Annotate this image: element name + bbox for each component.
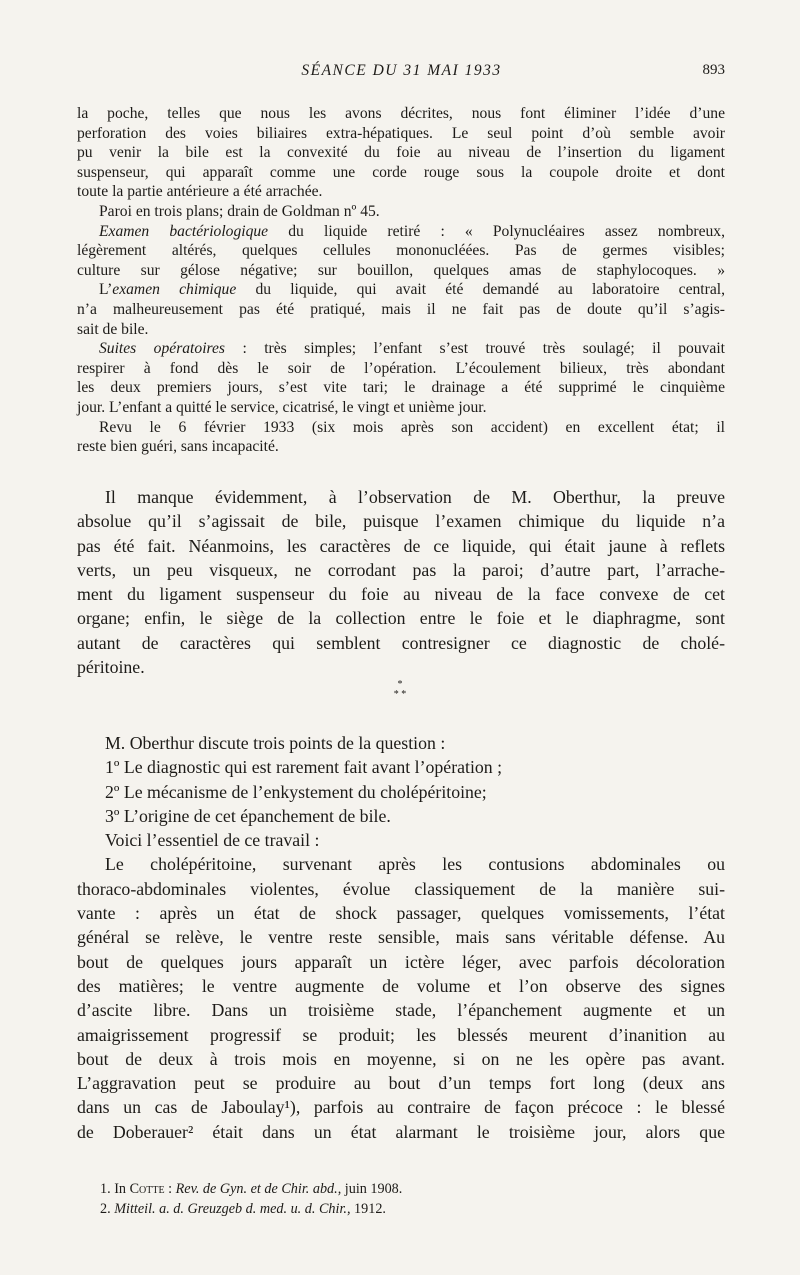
page-header xyxy=(78,62,725,86)
text-line: autant de caractères qui semblent contresigner ce diagnostic de cholé- xyxy=(77,632,725,653)
text-line: amaigrissement progressif se produit; les blessés meurent d’inanition au xyxy=(77,1024,725,1045)
list-item: 2º Le mécanisme de l’enkystement du cholépéritoine; xyxy=(105,781,487,802)
footnote-suffix: , 1912. xyxy=(346,1200,386,1217)
text-line: perforation des voies biliaires extra-hépatiques. Le seul point d’où semble avoir xyxy=(77,124,725,142)
exam-chim-line xyxy=(77,280,725,300)
text-line: vante : après un état de shock passager, quelques vomissements, l’état xyxy=(77,903,725,924)
text-line: dans un cas de Jaboulay¹), parfois au contraire de façon précoce : le blessé xyxy=(77,1097,725,1118)
separator-stars: * * xyxy=(393,689,407,700)
page-number: 893 xyxy=(702,62,725,78)
exam-bact-text: du liquide retiré : « Polynucléaires assez nombreux, xyxy=(268,222,725,240)
text-line: jour. L’enfant a quitté le service, cicatrisé, le vingt et unième jour. xyxy=(77,398,487,416)
text-line: Voici l’essentiel de ce travail : xyxy=(105,830,320,851)
text-line: organe; enfin, le siège de la collection entre le foie et le diaphragme, sont xyxy=(77,608,725,629)
footnote-prefix: 1. In xyxy=(100,1181,130,1197)
text-line: M. Oberthur discute trois points de la question : xyxy=(105,733,446,753)
exam-chim-text: du liquide, qui avait été demandé au laboratoire central, xyxy=(236,281,725,299)
running-title: SÉANCE DU 31 MAI 1933 xyxy=(301,62,502,79)
text-line: ment du ligament suspenseur du foie au niveau de la face convexe de cet xyxy=(77,584,725,605)
text-line: absolue qu’il s’agissait de bile, puisque l’examen chimique du liquide n’a xyxy=(77,511,725,532)
observation-text xyxy=(77,104,725,457)
text-line: respirer à fond dès le soir de l’opération. L’écoulement bilieux, très abondant xyxy=(77,359,725,377)
footnotes xyxy=(100,1180,700,1219)
text-line: pu venir la bile est la convexité du foie au niveau de l’insertion du ligament xyxy=(77,144,725,162)
text-line: d’ascite libre. Dans un troisième stade, l’épanchement augmente et un xyxy=(77,1000,725,1021)
exam-chim-prefix: L’ xyxy=(99,281,113,299)
footnote-journal: Rev. de Gyn. et de Chir. abd. xyxy=(175,1181,338,1197)
text-line: n’a malheureusement pas été pratiqué, mais il ne fait pas de doute qu’il s’agis- xyxy=(77,300,725,318)
text-line: culture sur gélose négative; sur bouillon, quelques amas de staphylocoques. » xyxy=(77,261,725,279)
suites-line xyxy=(77,339,725,359)
list-item: 1º Le diagnostic qui est rarement fait avant l’opération ; xyxy=(105,757,503,778)
text-line: général se relève, le ventre reste sensible, mais sans véritable défense. Au xyxy=(77,927,725,948)
text-line: Le cholépéritoine, survenant après les contusions abdominales ou xyxy=(105,854,725,875)
suites-text: : très simples; l’enfant s’est trouvé très soulagé; il pouvait xyxy=(225,340,725,358)
footnote-1 xyxy=(100,1180,700,1200)
suites-title: Suites opératoires xyxy=(99,340,226,358)
text-line: Paroi en trois plans; drain de Goldman nº 45. xyxy=(99,202,380,220)
separator-star: * xyxy=(397,679,403,690)
exam-bact-title: Examen bactériologique xyxy=(99,222,269,240)
exam-chim-title: examen chimique xyxy=(112,281,237,299)
section-separator xyxy=(0,680,800,700)
text-line: de Doberauer² était dans un état alarmant le troisième jour, alors que xyxy=(77,1121,725,1142)
footnote-2 xyxy=(100,1200,700,1220)
text-line: reste bien guéri, sans incapacité. xyxy=(77,438,279,456)
text-line: suspenseur, qui apparaît comme une corde rouge sous la coupole droite et dont xyxy=(77,163,725,181)
text-line: L’aggravation peut se produire au bout d’un temps fort long (deux ans xyxy=(77,1073,725,1094)
text-line: les deux premiers jours, s’est vite tari; le drainage a été supprimé le cinquième xyxy=(77,379,725,397)
text-line: bout de deux à trois mois en moyenne, si on ne les opère pas avant. xyxy=(77,1048,725,1069)
list-item: 3º L’origine de cet épanchement de bile. xyxy=(105,805,391,826)
text-line: Il manque évidemment, à l’observation de M. Oberthur, la preuve xyxy=(105,487,725,507)
footnote-journal: Mitteil. a. d. Greuzgeb d. med. u. d. Chir. xyxy=(114,1200,347,1217)
commentary-text xyxy=(77,485,725,679)
footnote-suffix: , juin 1908. xyxy=(337,1181,403,1197)
discussion-text xyxy=(77,731,725,1144)
text-line: péritoine. xyxy=(77,657,145,678)
text-line: la poche, telles que nous les avons décrites, nous font éliminer l’idée d’une xyxy=(77,105,725,122)
footnote-separator: : xyxy=(164,1181,176,1197)
text-line: Revu le 6 février 1933 (six mois après son accident) en excellent état; il xyxy=(99,418,725,436)
text-line: légèrement altérés, quelques cellules mononucléées. Pas de germes visibles; xyxy=(77,242,725,260)
text-line: bout de quelques jours apparaît un ictère léger, avec parfois décoloration xyxy=(77,951,725,972)
text-line: sait de bile. xyxy=(77,320,149,338)
text-line: verts, un peu visqueux, ne corrodant pas la paroi; d’autre part, l’arrache- xyxy=(77,559,725,580)
exam-bact-line xyxy=(77,222,725,242)
text-line: toute la partie antérieure a été arrachée. xyxy=(77,183,323,201)
footnote-prefix: 2. xyxy=(100,1200,115,1217)
footnote-author: Cotte xyxy=(129,1181,165,1197)
text-line: des matières; le ventre augmente de volume et l’on observe des signes xyxy=(77,975,725,996)
text-line: thoraco-abdominales violentes, évolue classiquement de la manière sui- xyxy=(77,878,725,899)
text-line: pas été fait. Néanmoins, les caractères de ce liquide, qui était jaune à reflets xyxy=(77,535,725,556)
